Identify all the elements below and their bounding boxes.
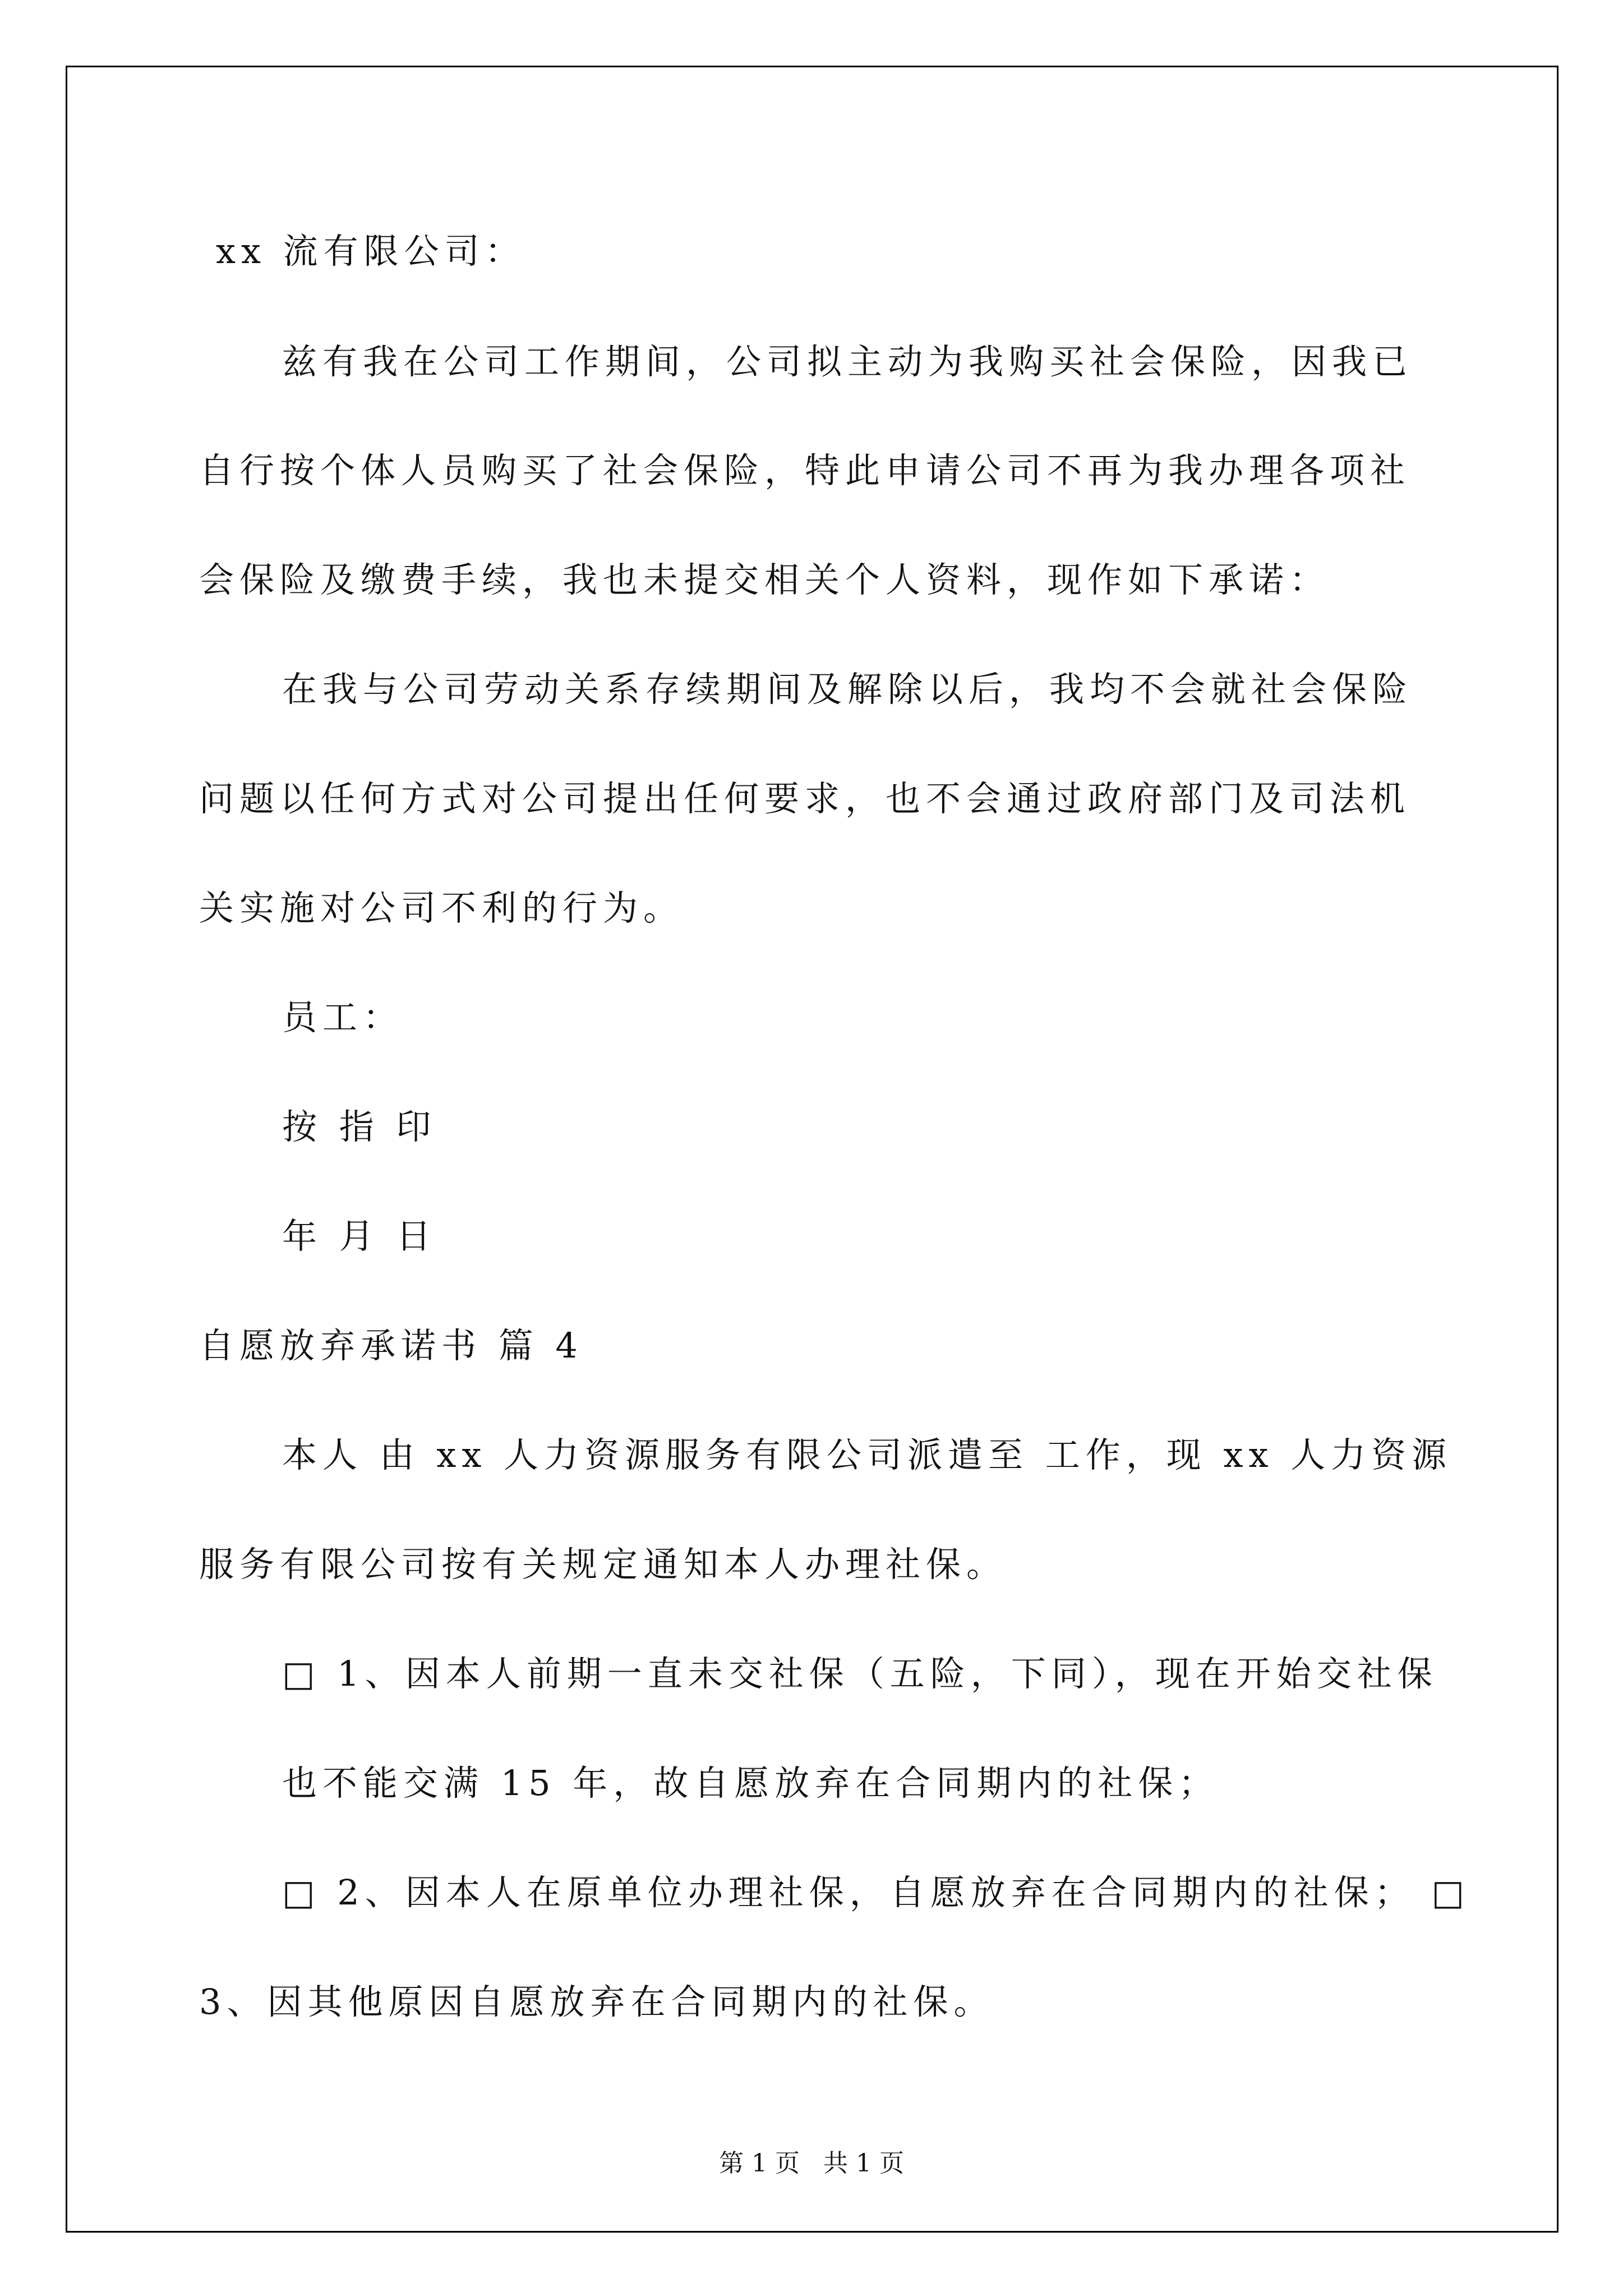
paragraph-line: 也不能交满 15 年，故自愿放弃在合同期内的社保；	[282, 1763, 1219, 1803]
checkbox-option-2: □ 2、因本人在原单位办理社保，自愿放弃在合同期内的社保； □	[282, 1872, 1470, 1913]
section-heading: 自愿放弃承诺书 篇 4	[199, 1325, 583, 1366]
checkbox-option-1: □ 1、因本人前期一直未交社保（五险，下同），现在开始交社保	[282, 1653, 1438, 1694]
date-label: 年 月 日	[282, 1216, 437, 1257]
page-number: 第 1 页	[719, 2149, 800, 2178]
paragraph-line: 会保险及缴费手续，我也未提交相关个人资料，现作如下承诺：	[199, 559, 1330, 600]
page-total: 共 1 页	[823, 2149, 904, 2178]
paragraph-line: 兹有我在公司工作期间，公司拟主动为我购买社会保险，因我已	[282, 341, 1413, 382]
paragraph-line: 问题以任何方式对公司提出任何要求，也不会通过政府部门及司法机	[199, 778, 1411, 819]
paragraph-line: 在我与公司劳动关系存续期间及解除以后，我均不会就社会保险	[282, 669, 1413, 710]
paragraph-line: 自行按个体人员购买了社会保险，特此申请公司不再为我办理各项社	[199, 450, 1411, 491]
page-footer	[0, 2143, 1623, 2179]
addressee-line: xx 流有限公司：	[216, 231, 525, 272]
checkbox-option-3: 3、因其他原因自愿放弃在合同期内的社保。	[199, 1981, 994, 2022]
paragraph-line: 关实施对公司不利的行为。	[199, 887, 684, 928]
employee-label: 员工：	[282, 997, 404, 1038]
paragraph-line: 本人 由 xx 人力资源服务有限公司派遣至 工作，现 xx 人力资源	[282, 1434, 1453, 1475]
fingerprint-label: 按 指 印	[282, 1106, 437, 1147]
paragraph-line: 服务有限公司按有关规定通知本人办理社保。	[199, 1544, 1007, 1585]
